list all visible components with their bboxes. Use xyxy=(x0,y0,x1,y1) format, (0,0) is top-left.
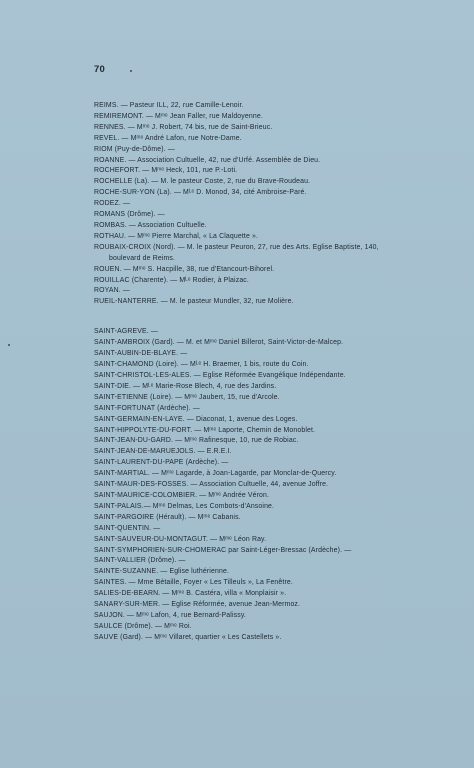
entry-text: ROMBAS. — Association Cultuelle. xyxy=(94,221,207,229)
entry-text: ROANNE. — Association Cultuelle, 42, rue d'Urfé. Assemblée de Dieu. xyxy=(94,156,321,164)
entry-text: SAINT-MAURICE-COLOMBIER. — Mᵐᵉ Andrée Véron. xyxy=(94,492,270,499)
entry-text: SAINT-JEAN-DU-GARD. — Mᵐᵉ Rafinesque, 10, rue de Robiac. xyxy=(94,437,299,445)
directory-entry xyxy=(94,589,434,600)
directory-entry xyxy=(94,188,434,199)
directory-entry xyxy=(94,393,434,404)
entry-text: SAINT-JEAN-DE-MARUEJOLS. — E.R.E.I. xyxy=(94,448,232,456)
directory-entry xyxy=(94,101,434,112)
entry-text: SAINT-LAURENT-DU-PAPE (Ardèche). — xyxy=(94,459,229,467)
entry-text: REVEL. — Mᵐᵉ André Lafon, rue Notre-Dame. xyxy=(94,134,242,142)
directory-entry xyxy=(94,145,434,156)
directory-entry xyxy=(94,622,434,633)
entry-text: SAINT-CHAMOND (Loire). — Mᴸᵉ H. Braemer, 1 bis, route du Coin. xyxy=(94,361,309,369)
directory-entry xyxy=(94,221,434,232)
entry-text: SAINT-AMBROIX (Gard). — M. et Mᵐᵉ Daniel Billerot, Saint-Victor-de-Malcep. xyxy=(94,339,344,347)
directory-entry xyxy=(94,556,434,567)
entries-group-s xyxy=(94,327,434,643)
directory-entry xyxy=(94,567,434,578)
entry-text: ROUBAIX-CROIX (Nord). — M. le pasteur Peuron, 27, rue des Arts. Eglise Baptiste, 140, xyxy=(94,243,379,251)
directory-entry xyxy=(94,349,434,360)
entry-text: SAINT-AUBIN-DE-BLAYE. — xyxy=(94,350,188,358)
directory-entry xyxy=(94,524,434,535)
directory-entry xyxy=(94,199,434,210)
directory-entry xyxy=(94,447,434,458)
entry-text: ROCHEFORT. — Mᵐᵉ Heck, 101, rue P.-Loti. xyxy=(94,167,238,175)
directory-entry xyxy=(94,265,434,276)
directory-entry xyxy=(94,382,434,393)
directory-entry xyxy=(94,210,434,221)
directory-entry xyxy=(94,286,434,297)
entry-text: SAINT-CHRISTOL-LES-ALES. — Eglise Réformée Evangélique Indépendante. xyxy=(94,372,346,380)
entry-text: SAUVE (Gard). — Mᵐᵉ Villaret, quartier « Les Castellets ». xyxy=(94,633,282,641)
entry-text: SAINT-VALLIER (Drôme). — xyxy=(94,557,186,565)
directory-entry xyxy=(94,166,434,177)
entry-text: SANARY-SUR-MER. — Eglise Réformée, avenue Jean-Mermoz. xyxy=(94,601,301,609)
entry-text: SAINTES. — Mme Bétaille, Foyer « Les Tilleuls », La Fenêtre. xyxy=(94,579,293,587)
entry-text: SALIES-DE-BEARN. — Mᵐᵉ B. Castéra, villa « Monplaisir ». xyxy=(94,590,287,598)
entry-text: ROUILLAC (Charente). — Mᴸᵉ Rodier, à Plaizac. xyxy=(94,276,249,284)
directory-entry xyxy=(94,404,434,415)
directory-entry xyxy=(94,134,434,145)
entry-text: SAINT-HIPPOLYTE-DU-FORT. — Mᵐᵉ Laporte, Chemin de Monoblet. xyxy=(94,426,316,434)
entry-text: RUEIL-NANTERRE. — M. le pasteur Mundler, 32, rue Molière. xyxy=(94,298,294,306)
directory-entry xyxy=(94,491,434,502)
page-number: 70 xyxy=(94,64,105,75)
entry-text: RENNES. — Mᵐᵉ J. Robert, 74 bis, rue de Saint-Brieuc. xyxy=(94,123,273,131)
directory-entry xyxy=(94,611,434,622)
entry-text: SAINT-DIE. — Mᴸᵉ Marie-Rose Blech, 4, rue des Jardins. xyxy=(94,382,277,390)
directory-entry xyxy=(94,633,434,644)
entry-text: REMIREMONT. — Mᵐᵉ Jean Faller, rue Maldoyenne. xyxy=(94,112,263,120)
directory-entry xyxy=(94,480,434,491)
entry-text: SAINT-PALAIS.— Mᵐᵉ Delmas, Les Combots-d'Ansoine. xyxy=(94,502,275,510)
directory-entry xyxy=(94,600,434,611)
entry-text: SAINT-GERMAIN-EN-LAYE. — Diaconat, 1, avenue des Loges. xyxy=(94,415,298,423)
directory-entry xyxy=(94,513,434,524)
entry-text: ROTHAU. — Mᵐᵉ Pierre Marchal, « La Claquette ». xyxy=(94,232,259,240)
directory-entry xyxy=(94,156,434,167)
directory-entry xyxy=(94,360,434,371)
directory-entry xyxy=(94,546,434,557)
directory-entry xyxy=(94,123,434,134)
directory-entries xyxy=(94,101,434,644)
directory-entry xyxy=(94,458,434,469)
entry-text: SAINT-QUENTIN. — xyxy=(94,524,161,532)
directory-entry xyxy=(94,232,434,243)
directory-entry xyxy=(94,426,434,437)
entry-continuation: boulevard de Reims. xyxy=(109,254,176,262)
entry-text: SAINT-AGREVE. — xyxy=(94,328,158,336)
directory-entry xyxy=(94,502,434,513)
directory-entry xyxy=(94,371,434,382)
entry-text: SAINT-SAUVEUR-DU-MONTAGUT. — Mᵐᵉ Léon Ray. xyxy=(94,535,267,543)
entries-group-r xyxy=(94,101,434,308)
print-speck xyxy=(8,344,10,346)
entry-text: SAINT-ETIENNE (Loire). — Mᵐᵉ Jaubert, 15, rue d'Arcole. xyxy=(94,393,280,401)
entry-text: SAINTE-SUZANNE. — Eglise luthérienne. xyxy=(94,568,229,576)
directory-entry xyxy=(94,436,434,447)
entry-text: ROYAN. — xyxy=(94,287,130,295)
directory-entry xyxy=(94,338,434,349)
entry-text: SAINT-PARGOIRE (Hérault). — Mᵐᵉ Cabanis. xyxy=(94,513,241,521)
directory-entry xyxy=(94,112,434,123)
directory-entry xyxy=(94,276,434,287)
entry-text: REIMS. — Pasteur ILL, 22, rue Camille-Lenoir. xyxy=(94,102,244,109)
entry-text: SAUJON. — Mᵐᵉ Lafon, 4, rue Bernard-Palissy. xyxy=(94,611,246,619)
directory-entry xyxy=(94,297,434,308)
entry-text: RIOM (Puy-de-Dôme). — xyxy=(94,145,175,153)
entry-text: SAINT-MARTIAL. — Mᵐᵉ Lagarde, à Joan-Lagarde, par Monclar-de-Quercy. xyxy=(94,470,337,478)
section-gap xyxy=(94,308,434,327)
entry-text: ROUEN. — Mᵐᵉ S. Hacpille, 38, rue d'Etancourt-Bihorel. xyxy=(94,265,275,273)
entry-text: SAULCE (Drôme). — Mᵐᵉ Roi. xyxy=(94,622,192,630)
entry-text: ROMANS (Drôme). — xyxy=(94,211,165,219)
entry-text: SAINT-MAUR-DES-FOSSES. — Association Cultuelle, 44, avenue Joffre. xyxy=(94,481,329,489)
print-speck xyxy=(130,70,132,72)
entry-text: ROCHE-SUR-YON (La). — Mᴸᵉ D. Monod, 34, cité Ambroise-Paré. xyxy=(94,189,307,197)
directory-entry xyxy=(94,578,434,589)
entry-text: RODEZ. — xyxy=(94,200,131,208)
directory-entry xyxy=(94,415,434,426)
directory-entry xyxy=(94,327,434,338)
entry-text: ROCHELLE (La). — M. le pasteur Coste, 2, rue du Brave-Roudeau. xyxy=(94,178,311,186)
directory-entry xyxy=(94,177,434,188)
entry-text: SAINT-SYMPHORIEN-SUR-CHOMERAC par Saint-Léger-Bressac (Ardèche). — xyxy=(94,546,352,554)
directory-entry xyxy=(94,535,434,546)
entry-text: SAINT-FORTUNAT (Ardèche). — xyxy=(94,404,200,412)
directory-entry xyxy=(94,469,434,480)
directory-entry xyxy=(94,243,434,265)
